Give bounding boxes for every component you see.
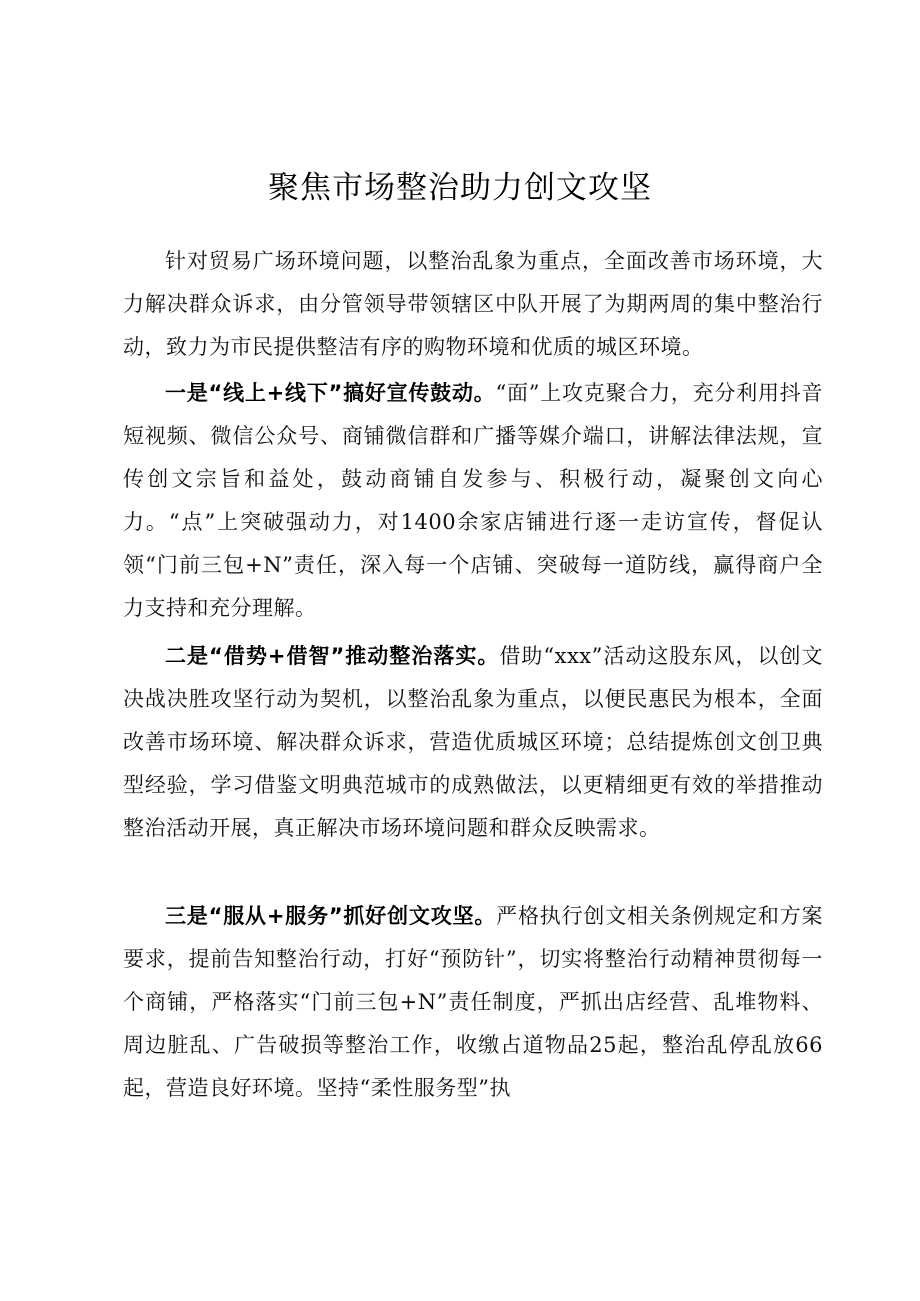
paragraph-lead: 一是“线上+线下”搞好宣传鼓动。 — [165, 381, 496, 405]
paragraph-text: 针对贸易广场环境问题，以整治乱象为重点，全面改善市场环境，大力解决群众诉求，由分管领导带领辖区中队开展了为期两周的集中整治行动，致力为市民提供整洁有序的购物环境和优质的城区环境。 — [123, 249, 823, 359]
document-title: 聚焦市场整治助力创文攻坚 — [268, 170, 652, 206]
paragraph-text: 借助“xxx”活动这股东风，以创文决战决胜攻坚行动为契机，以整治乱象为重点，以便民惠民为根本，全面改善市场环境、解决群众诉求，营造优质城区环境；总结提炼创文创卫典型经验，学习借鉴文明典范城市的成熟做法，以更精细更有效的举措推动整治活动开展，真正解决市场环境问题和群众反映需求。 — [123, 644, 823, 840]
paragraph-lead: 二是“借势+借智”推动整治落实。 — [165, 644, 500, 668]
paragraph-text: 严格执行创文相关条例规定和方案要求，提前告知整治行动，打好“预防针”，切实将整治行动精神贯彻每一个商铺，严格落实“门前三包+N”责任制度，严抓出店经营、乱堆物料、周边脏乱、广告破损等整治工作，收缴占道物品25起，整治乱停乱放66起，营造良好环境。坚持“柔性服务型”执 — [123, 904, 824, 1100]
point-three-paragraph — [123, 895, 823, 1110]
point-two-paragraph — [123, 635, 823, 850]
paragraph-text: “面”上攻克聚合力，充分利用抖音短视频、微信公众号、商铺微信群和广播等媒介端口，讲解法律法规，宣传创文宗旨和益处，鼓动商铺自发参与、积极行动，凝聚创文向心力。“点”上突破强动力，对1400余家店铺进行逐一走访宣传，督促认领“门前三包+N”责任，深入每一个店铺、突破每一道防线，赢得商户全力支持和充分理解。 — [123, 381, 823, 620]
intro-paragraph — [123, 240, 823, 369]
point-one-paragraph — [123, 372, 823, 630]
paragraph-lead: 三是“服从+服务”抓好创文攻坚。 — [165, 904, 497, 928]
